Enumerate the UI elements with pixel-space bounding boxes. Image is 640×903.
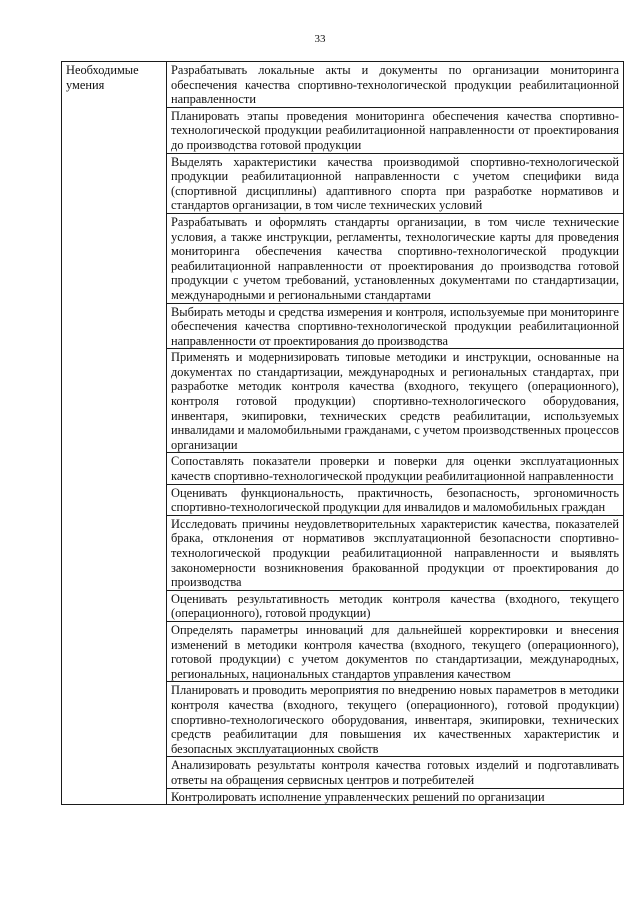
skill-item: Выделять характеристики качества производимой спортивно-технологической продукции реабилитационной направленности с учетом специфики вида (спортивной дисциплины) адаптивного спорта при разработке нормативов и стандартов организации, в том числе технических условий xyxy=(167,153,624,213)
section-label: Необходимые умения xyxy=(62,62,167,805)
skill-item: Планировать и проводить мероприятия по внедрению новых параметров в методики контроля качества (входного, текущего (операционного), готовой продукции) спортивно-технологического оборудования, инвентаря, экипировки, технических средств реабилитации для повышения их качественных характеристик и безопасных эксплуатационных свойств xyxy=(167,682,624,757)
skill-item: Оценивать результативность методик контроля качества (входного, текущего (операционного), готовой продукции) xyxy=(167,590,624,621)
skill-item: Оценивать функциональность, практичность, безопасность, эргономичность спортивно-технологической продукции для инвалидов и маломобильных граждан xyxy=(167,484,624,515)
skill-item: Исследовать причины неудовлетворительных характеристик качества, показателей брака, отклонения от нормативов эксплуатационной безопасности спортивно-технологической продукции реабилитационной направленности и выявлять закономерности возникновения бракованной продукции от проектирования до производства xyxy=(167,515,624,590)
skill-item: Определять параметры инноваций для дальнейшей корректировки и внесения изменений в методики контроля качества (входного, текущего (операционного), готовой продукции) с учетом документов по стандартизации, международных, региональных, национальных стандартов управления качеством xyxy=(167,621,624,681)
table-row xyxy=(62,62,624,108)
skill-item: Сопоставлять показатели проверки и поверки для оценки эксплуатационных качеств спортивно-технологической продукции реабилитационной направленности xyxy=(167,453,624,484)
skill-item: Разрабатывать локальные акты и документы по организации мониторинга обеспечения качества спортивно-технологической продукции реабилитационной направленности xyxy=(167,62,624,108)
skill-item: Контролировать исполнение управленческих решений по организации xyxy=(167,788,624,805)
skill-item: Выбирать методы и средства измерения и контроля, используемые при мониторинге обеспечения качества спортивно-технологической продукции реабилитационной направленности от проектирования до производства xyxy=(167,303,624,349)
page-number: 33 xyxy=(314,33,326,45)
skill-item: Планировать этапы проведения мониторинга обеспечения качества спортивно-технологической продукции реабилитационной направленности от проектирования до производства готовой продукции xyxy=(167,107,624,153)
requirements-table xyxy=(61,61,624,805)
skill-item: Применять и модернизировать типовые методики и инструкции, основанные на документах по стандартизации, международных и региональных стандартах, при разработке методик контроля качества (входного, текущего (операционного), контроля готовой продукции) спортивно-технологического оборудования, инвентаря, экипировки, технических средств реабилитации, используемых инвалидами и маломобильными гражданами, с учетом производственных процессов организации xyxy=(167,349,624,453)
skill-item: Анализировать результаты контроля качества готовых изделий и подготавливать ответы на обращения сервисных центров и потребителей xyxy=(167,757,624,788)
skill-item: Разрабатывать и оформлять стандарты организации, в том числе технические условия, а также инструкции, регламенты, технологические карты для проведения мониторинга обеспечения качества спортивно-технологической продукции реабилитационной направленности от проектирования до производства готовой продукции с учетом требований, установленных документами по стандартизации, международными и региональными стандартами xyxy=(167,213,624,303)
